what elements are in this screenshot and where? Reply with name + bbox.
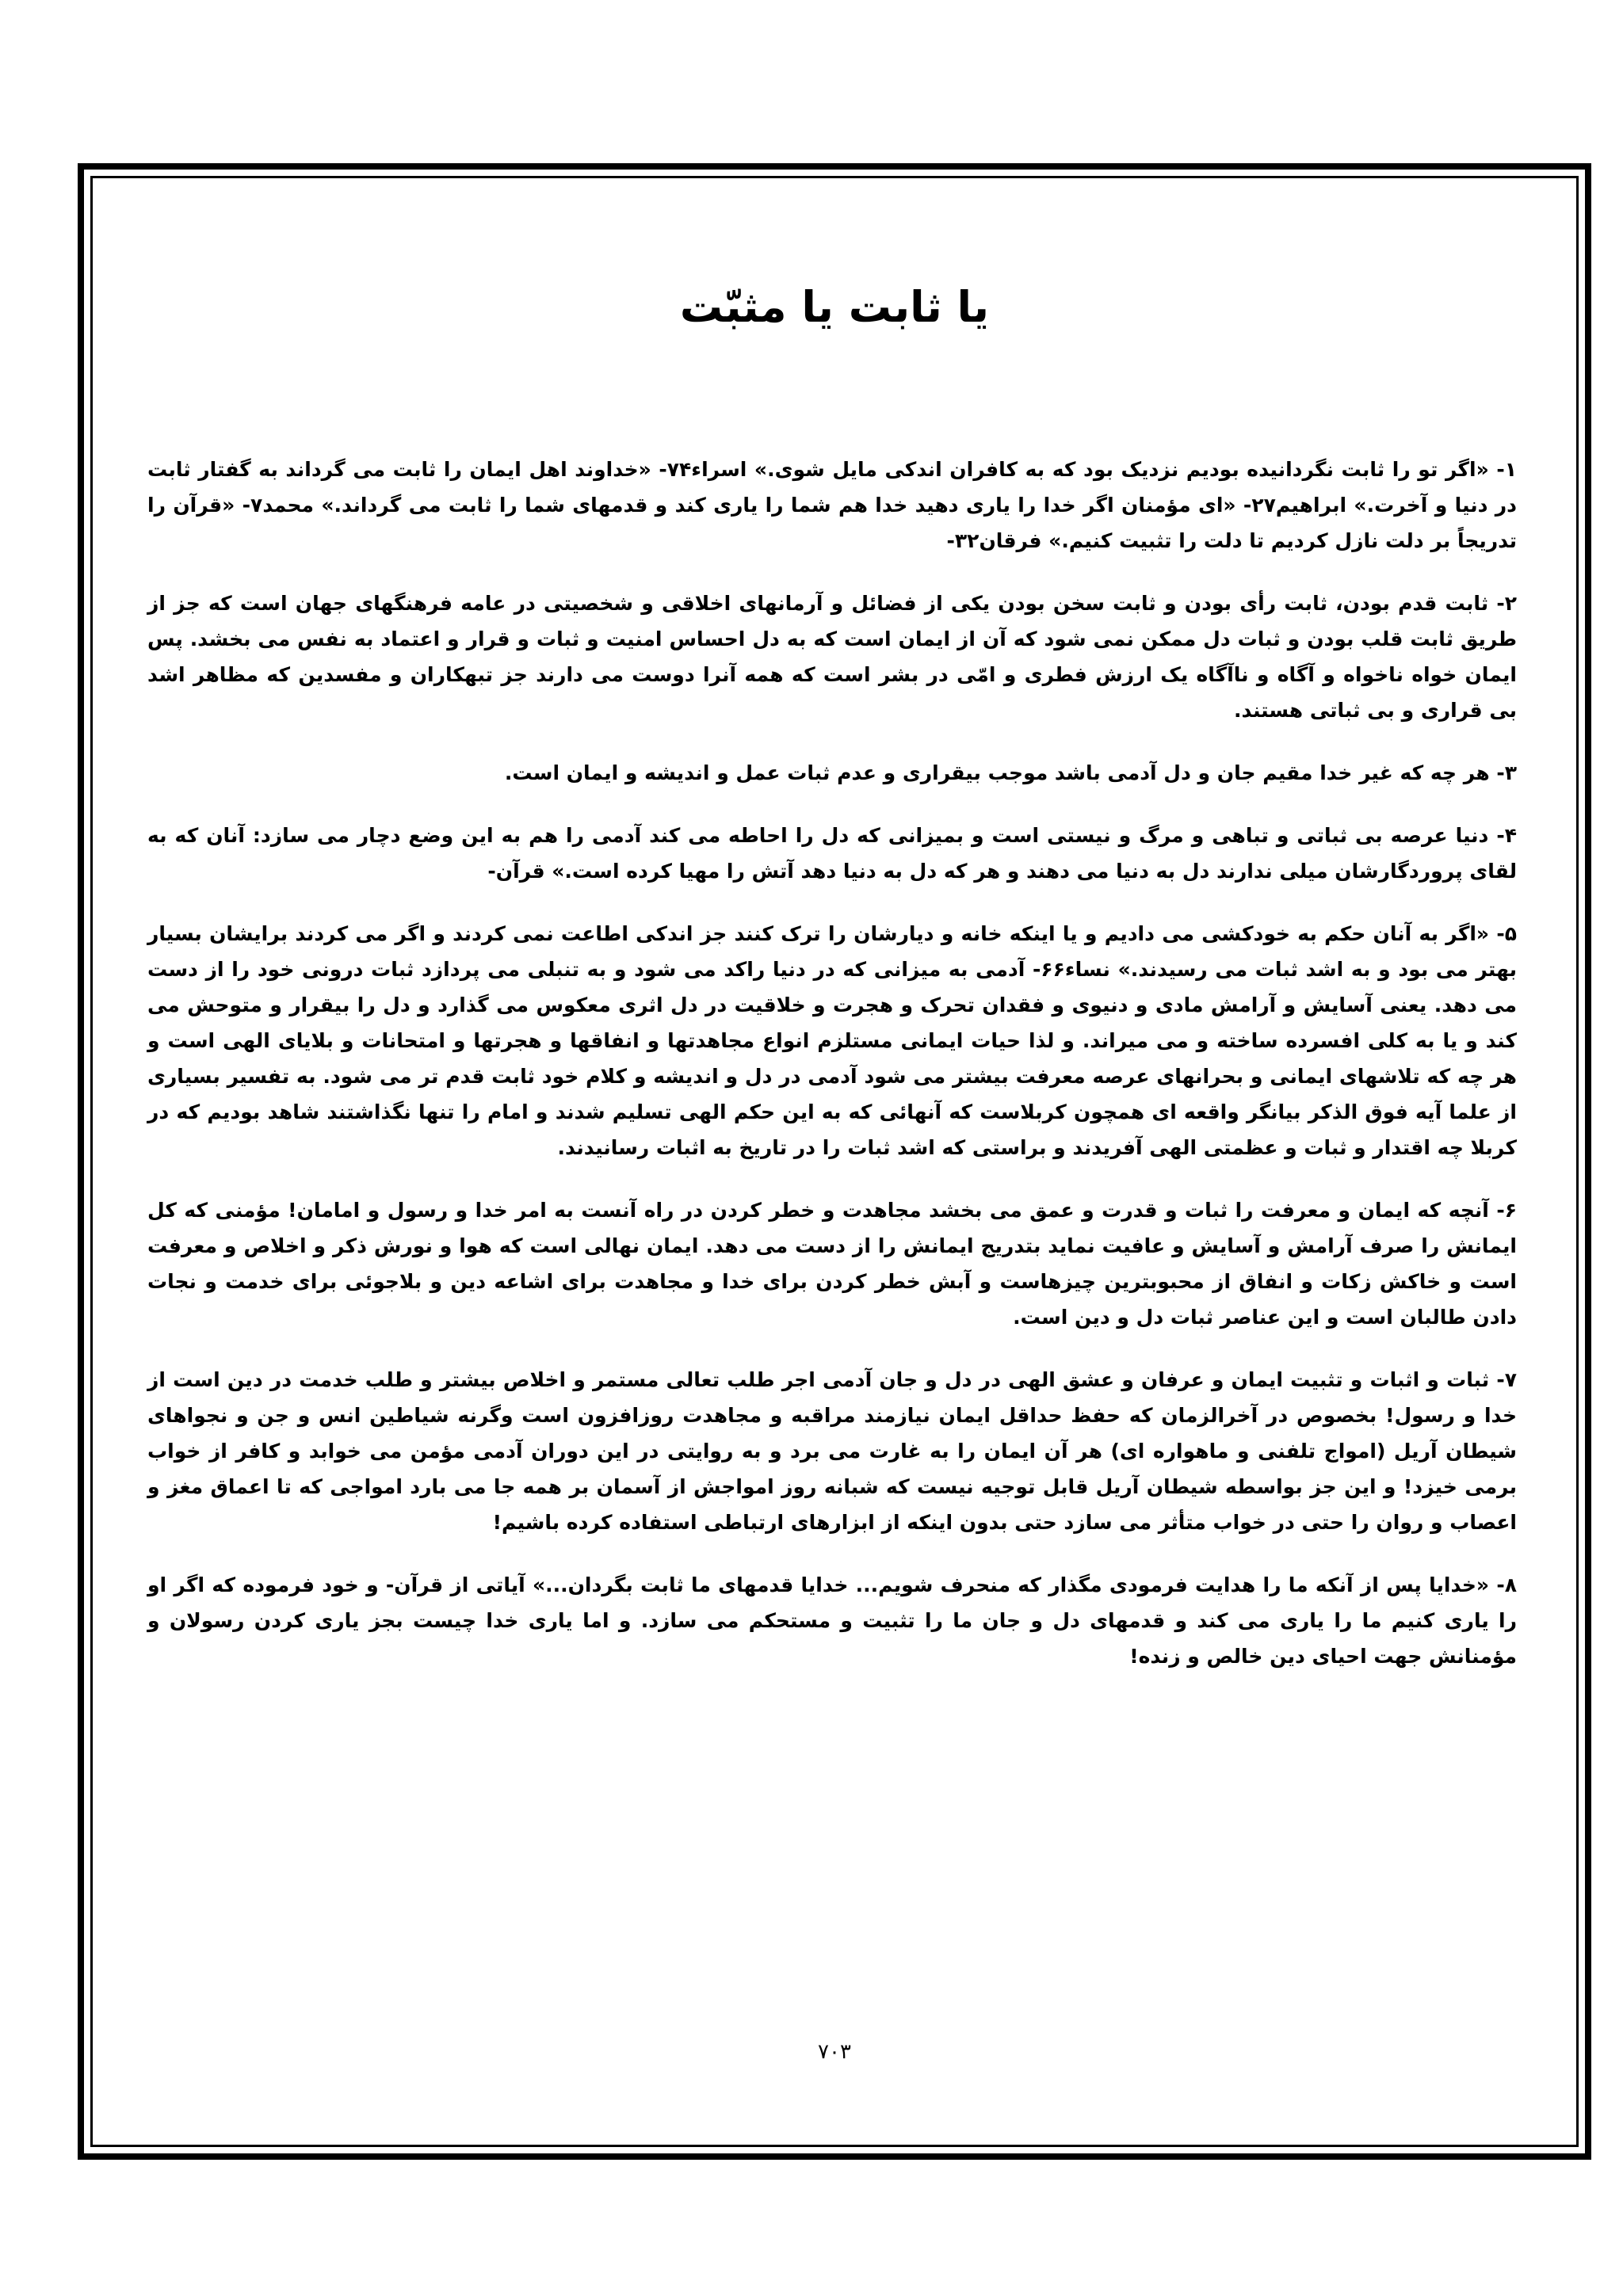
paragraph-6: ۶- آنچه که ایمان و معرفت را ثبات و قدرت و عمق می بخشد مجاهدت و خطر کردن در راه آنست به امر خدا و رسول و امامان! مؤمنی که کل ایمانش را صرف آرامش و آسایش و عافیت نماید بتدریج ایمانش را از دست می دهد. ایمان نهالی است که هوا و نورش ذکر و اخلاص و معرفت است و خاکش زکات و انفاق از محبوبترین چیزهاست و آبش خطر کردن برای خدا و مجاهدت برای اشاعه دین و بلاجوئی برای خدمت و نجات دادن طالبان است و این عناصر ثبات دل و دین است. bbox=[147, 1199, 1517, 1329]
document-body bbox=[147, 452, 1517, 1701]
page-number: ۷۰۳ bbox=[818, 2040, 851, 2064]
page-title: یا ثابت یا مثبّت bbox=[679, 282, 990, 332]
paragraph-3: ۳- هر چه که غیر خدا مقیم جان و دل آدمی باشد موجب بیقراری و عدم ثبات عمل و اندیشه و ایمان است. bbox=[504, 761, 1517, 784]
paragraph-4: ۴- دنیا عرصه بی ثباتی و تباهی و مرگ و نیستی است و بمیزانی که دل را احاطه می کند آدمی را هم به این وضع دچار می سازد: آنان که به لقای پروردگارشان میلی ندارند دل به دنیا می دهند و هر که دل به دنیا دهد آتش را مهیا کرده است.» قرآن- bbox=[147, 824, 1517, 883]
paragraph-2: ۲- ثابت قدم بودن، ثابت رأی بودن و ثابت سخن بودن یکی از فضائل و آرمانهای اخلاقی و شخصیتی در عامه فرهنگهای جهان است که جز از طریق ثابت قلب بودن و ثبات دل ممکن نمی شود که آن از ایمان است که به دل احساس امنیت و ثبات و قرار و اعتماد به نفس می بخشد. پس ایمان خواه ناخواه و آگاه و ناآگاه یک ارزش فطری و امّی در بشر است که همه آنرا دوست می دارند جز تبهکاران و مفسدین که مظاهر اشد بی قراری و بی ثباتی هستند. bbox=[147, 592, 1517, 722]
paragraph-5: ۵- «اگر به آنان حکم به خودکشی می دادیم و یا اینکه خانه و دیارشان را ترک کنند جز اندکی اطاعت نمی کردند و اگر می کردند برایشان بسیار بهتر می بود و به اشد ثبات می رسیدند.» نساء۶۶- آدمی به میزانی که در دنیا راکد می شود و به تنبلی می پردازد ثبات درونی خود را از دست می دهد. یعنی آسایش و آرامش مادی و دنیوی و فقدان تحرک و هجرت و خلاقیت در دل اثری معکوس می گذارد و دل را بیقرار و متوحش می کند و یا به کلی افسرده ساخته و می میراند. و لذا حیات ایمانی مستلزم انواع مجاهدتها و انفاقها و هجرتها و امتحانات و بلایای الهی است و هر چه که تلاشهای ایمانی و بحرانهای عرصه معرفت بیشتر می شود آدمی در دل و اندیشه و کلام خود ثابت قدم تر می شود. به تفسیر بسیاری از علما آیه فوق الذکر بیانگر واقعه ای همچون کربلاست که آنهائی که به این حکم الهی تسلیم شدند و امام را تنها نگذاشتند شاهد بودیم که در کربلا چه اقتدار و ثبات و عظمتی الهی آفریدند و براستی که اشد ثبات را در تاریخ به اثبات رسانیدند. bbox=[147, 922, 1517, 1159]
paragraph-8: ۸- «خدایا پس از آنکه ما را هدایت فرمودی مگذار که منحرف شویم... خدایا قدمهای ما ثابت بگردان...» آیاتی از قرآن- و خود فرموده که اگر او را یاری کنیم ما را یاری می کند و قدمهای دل و جان ما را تثبیت و مستحکم می سازد. و اما یاری خدا چیست بجز یاری کردن رسولان و مؤمنانش جهت احیای دین خالص و زنده! bbox=[147, 1573, 1517, 1668]
paragraph-1: ۱- «اگر تو را ثابت نگردانیده بودیم نزدیک بود که به کافران اندکی مایل شوی.» اسراء۷۴- «خداوند اهل ایمان را ثابت می گرداند به گفتار ثابت در دنیا و آخرت.» ابراهیم۲۷- «ای مؤمنان اگر خدا را یاری دهید خدا هم شما را یاری کند و قدمهای شما را ثابت می گرداند.» محمد۷- «قرآن را تدریجاً بر دلت نازل کردیم تا دلت را تثبیت کنیم.» فرقان۳۲- bbox=[147, 458, 1517, 552]
paragraph-7: ۷- ثبات و اثبات و تثبیت ایمان و عرفان و عشق الهی در دل و جان آدمی اجر طلب تعالی مستمر و اخلاص بیشتر و طلب خدمت در دین است از خدا و رسول! بخصوص در آخرالزمان که حفظ حداقل ایمان نیازمند مراقبه و مجاهدت روزافزون است وگرنه شیاطین انس و جن و نجواهای شیطان آریل (امواج تلفنی و ماهواره ای) هر آن ایمان را به غارت می برد و به روایتی در این دوران آدمی مؤمن می خوابد و کافر از خواب برمی خیزد! و این جز بواسطه شیطان آریل قابل توجیه نیست که شبانه روز امواجش از آسمان بر همه جا می بارد امواجی که تا اعماق مغز و اعصاب و روان را حتی در خواب متأثر می سازد حتی بدون اینکه از ابزارهای ارتباطی استفاده کرده باشیم! bbox=[147, 1368, 1517, 1534]
